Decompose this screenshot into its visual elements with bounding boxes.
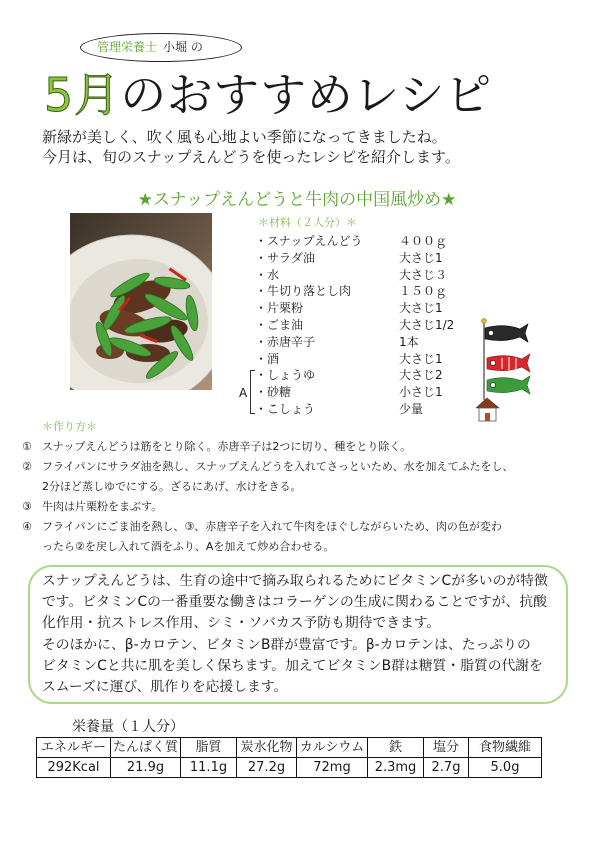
table-header: 食物繊維: [469, 738, 542, 758]
table-header: カルシウム: [297, 738, 368, 758]
ingredient-name: ・こしょう: [255, 401, 316, 416]
table-header: エネルギー: [37, 738, 111, 758]
list-item: [22, 460, 513, 480]
ingredient-amount: 小さじ1: [399, 385, 443, 400]
ingredients-heading: ＊材料（２人分）＊: [258, 216, 357, 229]
table-cell: 292Kcal: [37, 758, 111, 778]
ingredient-amount: 1本: [399, 334, 419, 349]
ingredient-amount: 大さじ2: [399, 368, 443, 383]
nutrition-table: [36, 737, 542, 778]
koinobori-icon: [476, 318, 536, 423]
steps-list: [22, 440, 513, 560]
ingredient-name: ・ごま油: [255, 317, 304, 332]
ingredient-amount: 大さじ1: [399, 351, 443, 366]
step-number: ②: [22, 460, 32, 473]
step-text: 牛肉は片栗粉をまぶす。: [42, 500, 163, 513]
list-item: [255, 267, 454, 284]
list-item: [255, 367, 454, 384]
table-header: 脂質: [181, 738, 237, 758]
ingredient-amount: 大さじ３: [399, 267, 448, 282]
step-text: スナップえんどうは筋をとり除く。赤唐辛子は2つに切り、種をとり除く。: [42, 440, 412, 453]
step-text: フライパンにサラダ油を熱し、スナップえんどうを入れてさっといため、水を加えてふたをし、: [42, 460, 514, 473]
table-cell: 5.0g: [469, 758, 542, 778]
list-item: [22, 440, 513, 460]
ingredient-name: ・水: [255, 267, 280, 282]
note-line: ビタミンCと共に肌を美しく保ちます。加えてビタミンB群は糖質・脂質の代謝を: [42, 657, 543, 674]
table-header: 炭水化物: [237, 738, 297, 758]
group-label: A: [239, 386, 248, 400]
note-text: [42, 571, 548, 698]
author-badge: [97, 39, 203, 55]
intro-line: 新緑が美しく、吹く風も心地よい季節になってきましたね。: [42, 128, 447, 146]
ingredient-amount: ４００ｇ: [399, 234, 448, 248]
list-item: [255, 283, 454, 300]
ingredient-amount: 大さじ1: [399, 301, 443, 316]
step-number: ④: [22, 520, 32, 533]
table-cell: 2.7g: [424, 758, 469, 778]
list-item: [255, 250, 454, 267]
note-line: 化作用・抗ストレス作用、シミ・ソバカス予防も期待できます。: [42, 615, 441, 632]
table-header: 塩分: [424, 738, 469, 758]
ingredient-amount: 大さじ1: [399, 250, 443, 265]
ingredient-name: ・赤唐辛子: [255, 334, 316, 349]
ingredient-amount: 少量: [399, 401, 424, 416]
step-text: 2分ほど蒸しゆでにする。ざるにあげ、水けをきる。: [42, 480, 302, 493]
ingredients-list: [255, 233, 454, 418]
list-item: [22, 520, 513, 540]
step-number: ③: [22, 500, 32, 513]
ingredient-name: ・片栗粉: [255, 301, 304, 316]
ingredient-name: ・しょうゆ: [255, 368, 316, 383]
step-number: ①: [22, 440, 32, 453]
ingredient-name: ・砂糖: [255, 385, 292, 400]
list-item: [255, 384, 454, 401]
table-cell: 72mg: [297, 758, 368, 778]
intro-line: 今月は、旬のスナップえんどうを使ったレシピを紹介します。: [42, 148, 460, 166]
list-item: [22, 480, 513, 500]
ingredient-name: ・サラダ油: [255, 250, 315, 265]
ingredient-amount: 大さじ1/2: [399, 317, 455, 332]
steps-heading: ＊作り方＊: [42, 420, 97, 433]
table-cell: 21.9g: [111, 758, 181, 778]
note-line: スムーズに運び、肌作りを応援します。: [42, 679, 288, 696]
note-line: そのほかに、β-カロテン、ビタミンB群が豊富です。β-カロテンは、たっぷりの: [42, 636, 531, 653]
table-row: [37, 758, 542, 778]
list-item: [255, 401, 454, 418]
list-item: [22, 500, 513, 520]
note-line: スナップえんどうは、生育の途中で摘み取られるためにビタミンCが多いのが特徴: [42, 573, 548, 589]
list-item: [22, 540, 513, 560]
list-item: [255, 351, 454, 368]
ingredient-amount: １５０ｇ: [399, 284, 448, 299]
list-item: [255, 334, 454, 351]
intro-text: [42, 127, 460, 167]
author-name: 小堀 の: [163, 40, 203, 54]
list-item: [255, 300, 454, 317]
list-item: [255, 233, 454, 250]
ingredient-name: ・スナップえんどう: [255, 234, 363, 248]
group-bracket: [250, 370, 255, 414]
note-line: です。ビタミンCの一番重要な働きはコラーゲンの生成に関わることですが、抗酸: [42, 594, 547, 611]
recipe-title: ★スナップえんどうと牛肉の中国風炒め★: [137, 190, 457, 210]
table-cell: 27.2g: [237, 758, 297, 778]
dish-photo: [70, 213, 212, 390]
author-role: 管理栄養士: [97, 40, 158, 54]
title-rest: のおすすめレシピ: [120, 68, 492, 122]
nutrition-heading: 栄養量（１人分）: [72, 719, 184, 735]
step-indent: [22, 480, 42, 500]
title-month: 5月: [44, 68, 121, 122]
list-item: [255, 317, 454, 334]
ingredient-name: ・酒: [255, 351, 280, 366]
step-text: ったら②を戻し入れて酒をふり、Aを加えて炒め合わせる。: [42, 540, 335, 553]
ingredient-name: ・牛切り落とし肉: [255, 284, 352, 299]
step-indent: [22, 540, 42, 560]
table-cell: 2.3mg: [368, 758, 424, 778]
table-header: 鉄: [368, 738, 424, 758]
table-header: たんぱく質: [111, 738, 181, 758]
table-header-row: [37, 738, 542, 758]
page-title: [44, 68, 492, 122]
step-text: フライパンにごま油を熱し、③、赤唐辛子を入れて牛肉をほぐしながらいため、肉の色が変わ: [42, 520, 502, 533]
table-cell: 11.1g: [181, 758, 237, 778]
